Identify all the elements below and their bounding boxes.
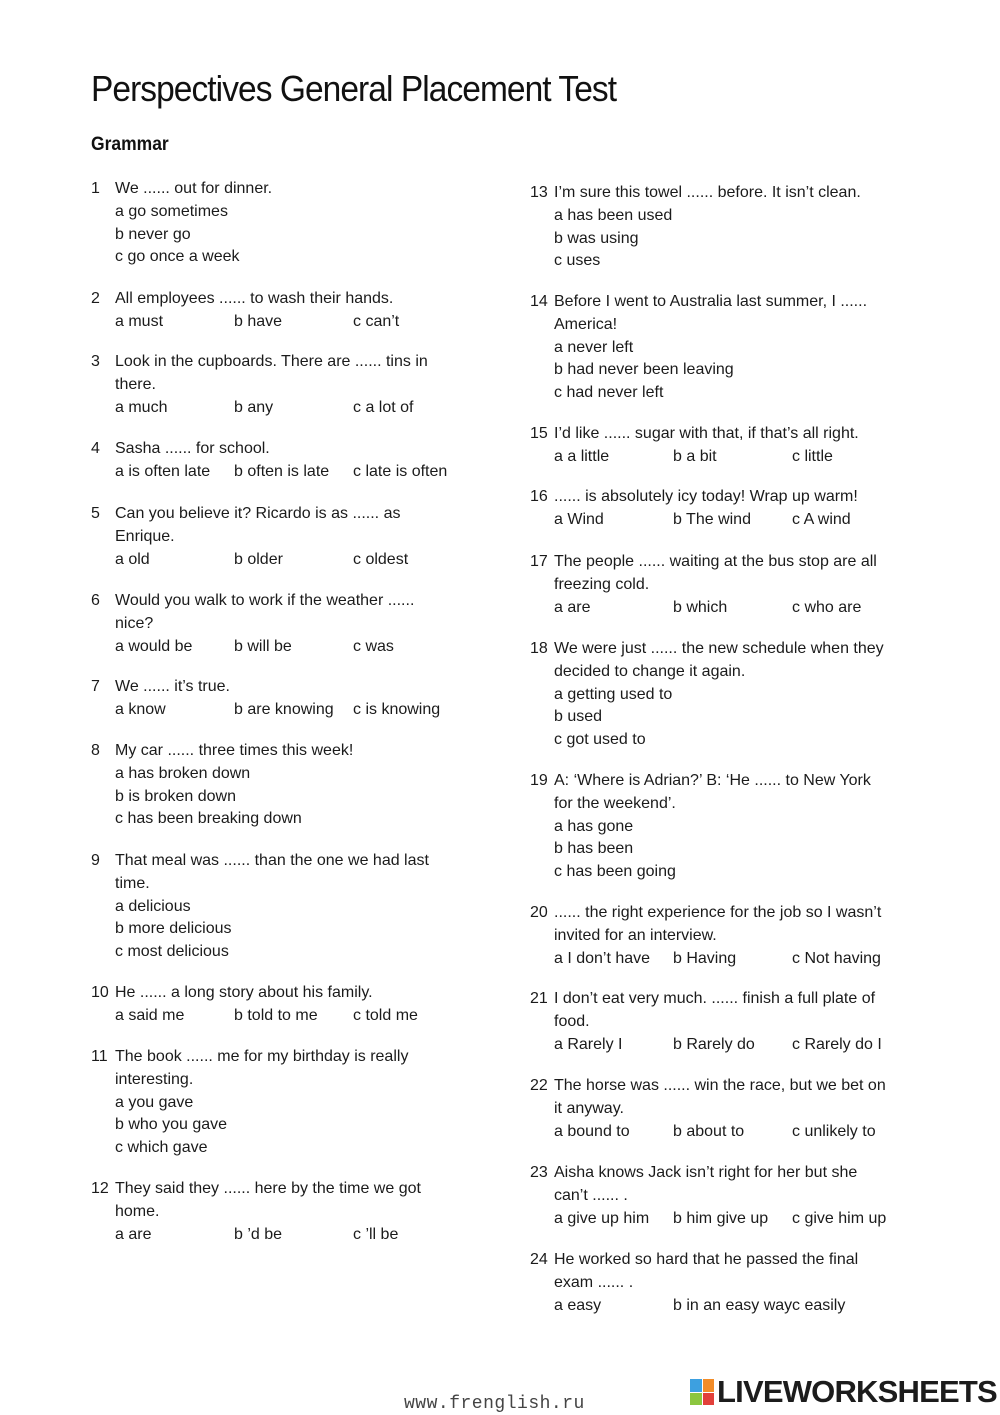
answer-option[interactable]: c which gave <box>115 1139 208 1157</box>
answer-option[interactable]: b about to <box>673 1122 745 1140</box>
answer-option[interactable]: b is broken down <box>115 787 236 805</box>
answer-option[interactable]: b any <box>234 398 274 416</box>
answer-option[interactable]: a getting used to <box>554 685 673 703</box>
answer-option[interactable]: c most delicious <box>115 943 229 961</box>
question-number: 20 <box>530 904 548 921</box>
answer-option[interactable]: c go once a week <box>115 248 240 266</box>
question-text: there. <box>115 375 156 393</box>
answer-option[interactable]: a must <box>115 312 164 330</box>
question-21 <box>530 988 882 1056</box>
question-3 <box>91 351 428 419</box>
question-text: can’t ...... . <box>554 1186 628 1204</box>
answer-options <box>115 1224 421 1247</box>
answer-options <box>115 311 400 334</box>
question-5 <box>91 503 409 571</box>
liveworksheets-logo-icon <box>690 1379 714 1405</box>
answer-option[interactable]: b told to me <box>234 1006 318 1024</box>
answer-option[interactable]: b more delicious <box>115 920 232 938</box>
question-22 <box>530 1075 886 1143</box>
question-10 <box>91 982 418 1028</box>
question-text: That meal was ...... than the one we had last <box>115 852 429 869</box>
answer-option[interactable]: c easily <box>792 1296 846 1314</box>
answer-option[interactable]: b Rarely do <box>673 1035 755 1053</box>
question-text: time. <box>115 874 150 892</box>
question-9 <box>91 850 429 964</box>
question-text: home. <box>115 1202 160 1220</box>
question-number: 17 <box>530 553 548 570</box>
answer-option[interactable]: b never go <box>115 225 191 243</box>
question-text: They said they ...... here by the time we got <box>115 1180 421 1197</box>
answer-option[interactable]: a a little <box>554 447 610 465</box>
question-text: I don’t eat very much. ...... finish a full plate of <box>554 990 876 1007</box>
question-number: 6 <box>91 592 100 609</box>
question-text: The people ...... waiting at the bus stop are all <box>554 553 877 570</box>
answer-option[interactable]: a has broken down <box>115 764 251 782</box>
question-text: All employees ...... to wash their hands. <box>115 290 394 307</box>
question-20 <box>530 902 881 970</box>
answer-option[interactable]: c unlikely to <box>792 1122 876 1140</box>
question-text: The horse was ...... win the race, but we bet on <box>554 1077 886 1094</box>
footer-url: www.frenglish.ru <box>404 1394 585 1414</box>
answer-option[interactable]: a has gone <box>554 817 634 835</box>
question-23 <box>530 1162 887 1230</box>
question-number: 24 <box>530 1251 548 1268</box>
question-text: Would you walk to work if the weather ...... <box>115 592 415 609</box>
answer-option[interactable]: b who you gave <box>115 1116 228 1134</box>
question-text: it anyway. <box>554 1099 624 1117</box>
answer-options <box>115 1005 418 1028</box>
question-text: Look in the cupboards. There are ...... tins in <box>115 353 428 370</box>
answer-option[interactable]: c give him up <box>792 1209 887 1227</box>
question-text: He worked so hard that he passed the final <box>554 1251 859 1268</box>
answer-option[interactable]: c a lot of <box>353 398 414 416</box>
question-number: 14 <box>530 293 548 310</box>
answer-option[interactable]: b which <box>673 598 728 616</box>
answer-option[interactable]: b Having <box>673 949 737 967</box>
question-number: 19 <box>530 772 548 789</box>
answer-option[interactable]: c got used to <box>554 731 646 749</box>
answer-option[interactable]: a are <box>554 598 591 616</box>
answer-option[interactable]: a old <box>115 550 150 568</box>
question-2 <box>91 288 400 334</box>
answer-option[interactable]: c who are <box>792 598 862 616</box>
question-text: Aisha knows Jack isn’t right for her but she <box>554 1164 858 1181</box>
answer-option[interactable]: a know <box>115 700 166 718</box>
answer-option[interactable]: c A wind <box>792 510 851 528</box>
question-text: America! <box>554 315 618 333</box>
question-11 <box>91 1046 408 1160</box>
answer-option[interactable]: c was <box>353 637 394 655</box>
question-text: We ...... it’s true. <box>115 678 230 695</box>
answer-option[interactable]: c little <box>792 447 833 465</box>
answer-option[interactable]: c can’t <box>353 312 400 330</box>
answer-options <box>115 549 409 572</box>
question-1 <box>91 178 272 269</box>
answer-options <box>554 948 881 971</box>
question-text: I’m sure this towel ...... before. It isn’t clean. <box>554 184 861 201</box>
answer-option[interactable]: c Rarely do I <box>792 1035 882 1053</box>
question-number: 12 <box>91 1180 109 1197</box>
answer-option[interactable]: b him give up <box>673 1209 769 1227</box>
question-text: A: ‘Where is Adrian?’ B: ‘He ...... to New York <box>554 772 871 789</box>
answer-option[interactable]: c ’ll be <box>353 1225 399 1243</box>
answer-option[interactable]: a Wind <box>554 510 604 528</box>
answer-options <box>554 1034 882 1057</box>
question-24 <box>530 1249 858 1317</box>
answer-options <box>554 1208 887 1231</box>
question-6 <box>91 590 414 658</box>
question-18 <box>530 638 884 752</box>
question-text: Enrique. <box>115 527 175 545</box>
answer-option[interactable]: b have <box>234 312 283 330</box>
answer-option[interactable]: a delicious <box>115 897 191 915</box>
question-number: 23 <box>530 1164 548 1181</box>
answer-options <box>554 597 877 620</box>
question-number: 21 <box>530 990 548 1007</box>
question-13 <box>530 182 861 273</box>
answer-option[interactable]: a easy <box>554 1296 602 1314</box>
answer-option[interactable]: b ’d be <box>234 1225 283 1243</box>
question-number: 9 <box>91 852 100 869</box>
question-text: decided to change it again. <box>554 662 746 680</box>
logo-square-3 <box>690 1393 702 1406</box>
question-19 <box>530 770 871 884</box>
question-number: 16 <box>530 488 548 505</box>
answer-option[interactable]: c is knowing <box>353 700 441 718</box>
liveworksheets-brand: LIVEWORKSHEETS <box>717 1374 997 1409</box>
answer-option[interactable]: c told me <box>353 1006 418 1024</box>
answer-option[interactable]: a much <box>115 398 168 416</box>
question-number: 22 <box>530 1077 548 1094</box>
question-text: ...... the right experience for the job so I wasn’t <box>554 904 882 921</box>
answer-option[interactable]: c has been breaking down <box>115 810 302 828</box>
answer-option[interactable]: a you gave <box>115 1093 194 1111</box>
answer-option[interactable]: a Rarely I <box>554 1035 623 1053</box>
question-text: interesting. <box>115 1070 194 1088</box>
answer-option[interactable]: c uses <box>554 252 601 270</box>
answer-option[interactable]: a I don’t have <box>554 949 651 967</box>
answer-options <box>115 636 414 659</box>
question-text: The book ...... me for my birthday is really <box>115 1048 409 1065</box>
answer-option[interactable]: c Not having <box>792 949 881 967</box>
answer-options <box>115 461 448 484</box>
answer-options <box>115 699 441 722</box>
question-number: 13 <box>530 184 548 201</box>
logo-square-1 <box>690 1379 702 1392</box>
question-number: 2 <box>91 290 100 307</box>
question-text: He ...... a long story about his family. <box>115 984 373 1001</box>
answer-option[interactable]: a never left <box>554 338 634 356</box>
question-number: 4 <box>91 440 100 457</box>
question-text: invited for an interview. <box>554 926 717 944</box>
question-number: 10 <box>91 984 109 1001</box>
question-text: freezing cold. <box>554 575 650 593</box>
question-12 <box>91 1178 421 1246</box>
answer-option[interactable]: b The wind <box>673 510 751 528</box>
answer-options <box>554 446 859 469</box>
question-16 <box>530 486 858 532</box>
answer-option[interactable]: b often is late <box>234 462 330 480</box>
question-4 <box>91 438 448 484</box>
answer-option[interactable]: a would be <box>115 637 193 655</box>
answer-option[interactable]: c oldest <box>353 550 409 568</box>
question-number: 7 <box>91 678 100 695</box>
question-number: 8 <box>91 742 100 759</box>
answer-option[interactable]: b had never been leaving <box>554 361 734 379</box>
page-title: Perspectives General Placement Test <box>91 68 617 109</box>
answer-option[interactable]: c late is often <box>353 462 448 480</box>
question-text: ...... is absolutely icy today! Wrap up warm! <box>554 488 858 505</box>
question-number: 18 <box>530 640 548 657</box>
question-text: nice? <box>115 614 154 632</box>
answer-option[interactable]: a has been used <box>554 206 673 224</box>
liveworksheets-logo <box>690 1376 997 1408</box>
answer-option[interactable]: a are <box>115 1225 152 1243</box>
question-text: exam ...... . <box>554 1273 634 1291</box>
answer-option[interactable]: b used <box>554 708 603 726</box>
answer-option[interactable]: a go sometimes <box>115 202 228 220</box>
answer-option[interactable]: b are knowing <box>234 700 334 718</box>
question-number: 3 <box>91 353 100 370</box>
question-text: Can you believe it? Ricardo is as ...... as <box>115 505 401 522</box>
question-7 <box>91 676 441 722</box>
answer-options <box>554 1121 886 1144</box>
question-number: 15 <box>530 425 548 442</box>
question-text: Sasha ...... for school. <box>115 440 270 457</box>
question-number: 5 <box>91 505 100 522</box>
question-8 <box>91 740 353 831</box>
question-17 <box>530 551 877 619</box>
answer-options <box>115 397 428 420</box>
logo-square-4 <box>703 1393 715 1406</box>
question-text: Before I went to Australia last summer, I ...... <box>554 293 868 310</box>
question-text: We ...... out for dinner. <box>115 180 273 197</box>
question-14 <box>530 291 867 405</box>
question-15 <box>530 423 859 469</box>
question-number: 11 <box>91 1048 108 1065</box>
answer-option[interactable]: b a bit <box>673 447 717 465</box>
answer-option[interactable]: b has been <box>554 840 634 858</box>
question-text: food. <box>554 1012 590 1030</box>
answer-option[interactable]: b was using <box>554 229 639 247</box>
answer-option[interactable]: a bound to <box>554 1122 630 1140</box>
answer-options <box>554 509 858 532</box>
question-text: We were just ...... the new schedule when they <box>554 640 884 657</box>
answer-option[interactable]: a give up him <box>554 1209 650 1227</box>
question-text: My car ...... three times this week! <box>115 742 354 759</box>
logo-square-2 <box>703 1379 715 1392</box>
answer-option[interactable]: b will be <box>234 637 292 655</box>
answer-option[interactable]: c has been going <box>554 863 676 881</box>
section-heading: Grammar <box>91 134 169 155</box>
answer-option[interactable]: c had never left <box>554 384 664 402</box>
answer-option[interactable]: b older <box>234 550 283 568</box>
question-number: 1 <box>91 180 100 197</box>
answer-option[interactable]: a is often late <box>115 462 211 480</box>
question-text: for the weekend’. <box>554 794 676 812</box>
answer-option[interactable]: a said me <box>115 1006 185 1024</box>
answer-option[interactable]: b in an easy way <box>673 1296 793 1314</box>
answer-options <box>554 1295 858 1318</box>
question-text: I’d like ...... sugar with that, if that’s all right. <box>554 425 859 442</box>
